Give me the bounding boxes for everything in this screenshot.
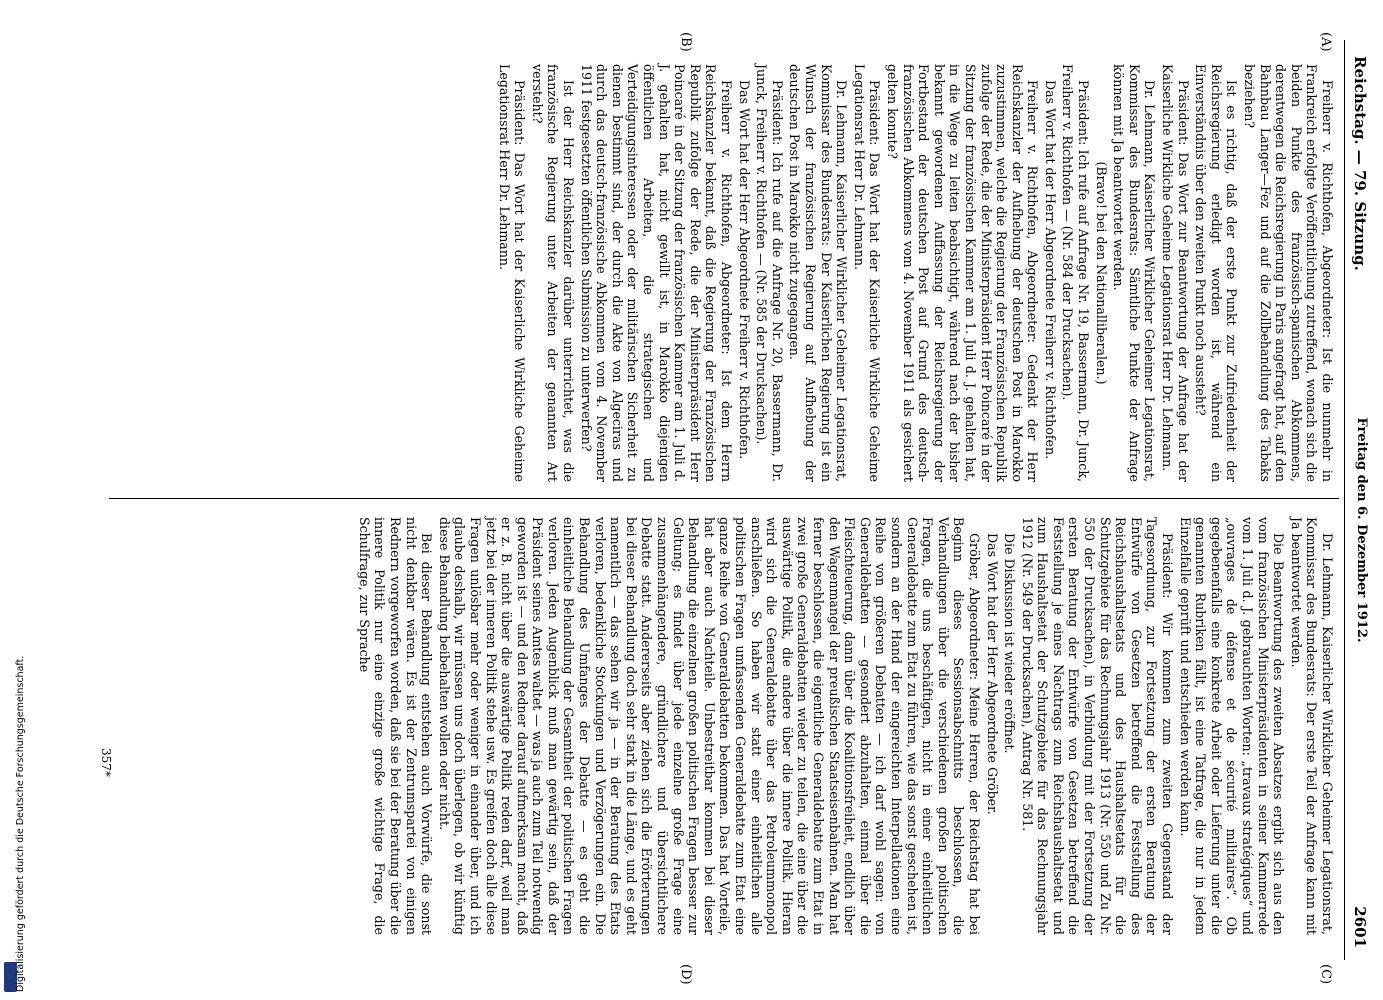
- right-column: [354, 517, 1335, 935]
- paragraph: Präsident: Ich rufe auf die Anfrage Nr. 20, Bassermann, Dr. Junck, Freiherr v. Richthofen — (Nr. 585 der Drucksachen).: [754, 64, 785, 482]
- header-date: Freitag den 6. Dezember 1912.: [1354, 417, 1369, 643]
- paragraph: Präsident: Wir kommen zum zweiten Gegenstand der Tagesordnung, zur Fortsetzung der ersten Beratung der Entwürfe von Gesetzen betreffend die Feststellung des Reichshaushaltsetats und des Haushaltsetats für die Schutzgebiete für das Rechnungsjahr 1913 (Nr. 550 und Zu Nr. 550 der Drucksachen), in Verbindung mit der Fortsetzung der ersten Beratung der Entwürfe von Gesetzen betreffend die Feststellung je eines Nachtrags zum Reichshaushaltsetat und zum Haushaltsetat der Schutzgebiete für das Rechnungsjahr 1912 (Nr. 549 der Drucksachen), Antrag Nr. 581.: [1019, 517, 1176, 935]
- margin-mark-a: (A): [1318, 32, 1333, 52]
- paragraph: Präsident: Das Wort zur Beantwortung der Anfrage hat der Kaiserliche Wirkliche Geheime Legationsrat Herr Dr. Lehmann.: [1160, 64, 1191, 482]
- paragraph: Ist der Herr Reichskanzler darüber unterrichtet, was die französische Regierung unter Arbeiten der genannten Art versteht?: [529, 64, 577, 482]
- margin-mark-b: (B): [678, 32, 693, 52]
- left-column: [494, 64, 1335, 482]
- paragraph: Bei dieser Behandlung entstehen auch Vorwürfe, die sonst nicht denkbar wären. Es ist der Zentrumspartei von einigen Rednern vorgeworfen worden, daß sie bei der Beratung über die innere Politik nur eine einzige große wichtige Frage, die Schulfrage, zur Sprache: [356, 517, 435, 935]
- paragraph: Dr. Lehmann, Kaiserlicher Wirklicher Geheimer Legationsrat, Kommissar des Bundesrats: Sämtliche Punkte der Anfrage können mit Ja beantwortet werden.: [1111, 64, 1158, 482]
- paragraph: Freiherr v. Richthofen, Abgeordneter: Ist die nunmehr in Frankreich erfolgte Veröffentlichung zutreffend, wonach sich die beiden Punkte des französisch-spanischen Abkommens, derentwegen die Reichsregierung in Paris angefragt hat, auf den Bahnbau Langer—Fez und auf die Zollbehandlung des Tabaks beziehen?: [1242, 64, 1335, 482]
- margin-mark-d: (D): [678, 964, 693, 985]
- paragraph: Die Beantwortung des zweiten Absatzes ergibt sich aus den vom französischen Ministerpräsidenten in seiner Kammerrede vom 1. Juli d. J. gebrauchten Worten: „travaux stratégiques“ und „ouvrages de défense et de sécurité militaires“. Ob gegebenenfalls eine konkrete Arbeit oder Lieferung unter die genannten Rubriken fällt, ist eine Tatfrage, die nur in jedem Einzelfalle geprüft und entschieden werden kann.: [1177, 517, 1287, 935]
- paragraph: Präsident: Das Wort hat der Kaiserliche Wirkliche Geheime Legationsrat Herr Dr. Lehmann.: [496, 64, 528, 482]
- paragraph: Dr. Lehmann, Kaiserlicher Wirklicher Geheimer Legationsrat, Kommissar des Bundesrats: Der erste Teil der Anfrage kann mit Ja beantwortet werden.: [1288, 517, 1335, 935]
- paragraph: Gröber, Abgeordneter: Meine Herren, der Reichstag hat bei Beginn dieses Sessionsabschnitts beschlossen, die Verhandlungen über die verschiedenen großen politischen Fragen, die uns beschäftigen, nicht in einer einheitlichen Generaldebatte zum Etat zu führen, wie das sonst geschehen ist, sondern an der Hand der eingereichten Interpellationen eine Reihe von größeren Debatten — ich darf wohl sagen: von Generaldebatten — gesondert abzuhalten, einmal über die Fleischteuerung, dann über die Koalitionsfreiheit, endlich über den Wagenmangel der preußischen Staatseisenbahnen. Man hat ferner beschlossen, die eigentliche Generaldebatte zum Etat in zwei große Generaldebatten wieder zu teilen, die eine über die auswärtige Politik, die andere über die innere Politik. Hieran wird sich die Generaldebatte über das Petroleummonopol anschließen. So haben wir statt einer einheitlichen alle politischen Fragen umfassenden Generaldebatte zum Etat eine ganze Reihe von Generaldebatten bekommen. Das hat Vorteile, hat aber auch Nachteile. Unbestreitbar kommen bei dieser Behandlung die einzelnen großen politischen Fragen besser zur Geltung; es findet über jede einzelne große Frage eine zusammenhängendere, gründlichere und übersichtlichere Debatte statt. Andererseits aber ziehen sich die Erörterungen bei dieser Behandlung doch sehr stark in die Länge, und es geht namentlich — das sehen wir ja — in der Beratung des Etats verloren, bedenkliche Stockungen und Verzögerungen ein. Die Behandlung des Umfanges der Debatte — es geht die einheitliche Behandlung der Gesamtheit der politischen Fragen verloren. Jeden Augenblick muß man gewärtig sein, daß der Präsident seines Amtes waltet — was ja auch zum Teil notwendig geworden ist — und den Redner darauf aufmerksam macht, daß er z. B. nicht über die auswärtige Politik reden darf, weil man jetzt bei der inneren Politik stehe usw. Es greifen doch alle diese Fragen unlösbar mehr oder weniger in einander über, und ich glaube deshalb, wir müssen uns doch überlegen, ob wir künftig diese Behandlung beibehalten wollen oder nicht.: [436, 517, 982, 935]
- paragraph: Das Wort hat der Herr Abgeordnete Freiherr v. Richthofen.: [736, 80, 752, 460]
- paragraph: Ist es richtig, daß der erste Punkt zur Zufriedenheit der Reichsregierung erledigt worden ist, während ein Einverständnis über den zweiten Punkt noch aussteht?: [1193, 64, 1240, 482]
- paragraph: Präsident: Ich rufe auf Anfrage Nr. 19, Bassermann, Dr. Junck, Freiherr v. Richthofen — (Nr. 584 der Drucksachen).: [1060, 64, 1092, 482]
- paragraph: Präsident: Das Wort hat der Kaiserliche Wirkliche Geheime Legationsrat Herr Dr. Lehmann.: [851, 64, 883, 482]
- paragraph: Das Wort hat der Herr Abgeordnete Gröber.: [984, 533, 1000, 815]
- paragraph: Die Diskussion ist wieder eröffnet.: [1002, 533, 1018, 754]
- paragraph: (Bravo! bei den Nationalliberalen.): [1093, 161, 1109, 385]
- paragraph: Freiherr v. Richthofen, Abgeordneter: Ist dem Herrn Reichskanzler bekannt, daß die Regierung der Französischen Republik zufolge der Rede, die der Ministerpräsident Herr Poincaré in der Sitzung der französischen Kammer am 1. Juli d. J. gehalten hat, nicht gewillt ist, in Marokko diejenigen öffentlichen Arbeiten, die strategischen und Verteidigungsinteressen oder der militärischen Sicherheit zu dienen bestimmt sind, der durch die Akte von Algeciras und durch das deutsch-französische Abkommen vom 4. November 1911 festgesetzten öffentlichen Submission zu unterwerfen?: [578, 64, 735, 482]
- header-session: Reichstag. — 79. Sitzung.: [1351, 56, 1369, 271]
- paragraph: Freiherr v. Richthofen, Abgeordneter: Gedenkt der Herr Reichskanzler der Aufhebung der deutschen Post in Marokko zuzustimmen, welche die Regierung der Französischen Republik zufolge der Rede, die der Ministerpräsident Herr Poincaré in der Sitzung der französischen Kammer am 1. Juli d. J. gehalten hat, in die Wege zu leiten beabsichtigt, während nach der bisher bekannt gewordenen Auffassung der Reichsregierung der Fortbestand der deutschen Post auf Grund des deutsch-französischen Abkommens vom 4. November 1911 als gesichert gelten konnte?: [884, 64, 1041, 482]
- paragraph: Dr. Lehmann, Kaiserlicher Wirklicher Geheimer Legationsrat, Kommissar des Bundesrats: Der Kaiserlichen Regierung ist ein Wunsch der französischen Regierung auf Aufhebung der deutschen Post in Marokko nicht zugegangen.: [787, 64, 850, 482]
- column-rule: [109, 498, 1339, 499]
- paragraph: Das Wort hat der Herr Abgeordnete Freiherr v. Richthofen.: [1042, 80, 1058, 460]
- margin-mark-c: (C): [1318, 964, 1333, 985]
- digitization-credit: Digitalisierung gefördert durch die Deutsche Forschungsgemeinschaft.: [15, 655, 26, 992]
- folio-number: 357*: [99, 748, 113, 777]
- header-rule: [1344, 40, 1345, 960]
- page-number: 2601: [1351, 906, 1369, 948]
